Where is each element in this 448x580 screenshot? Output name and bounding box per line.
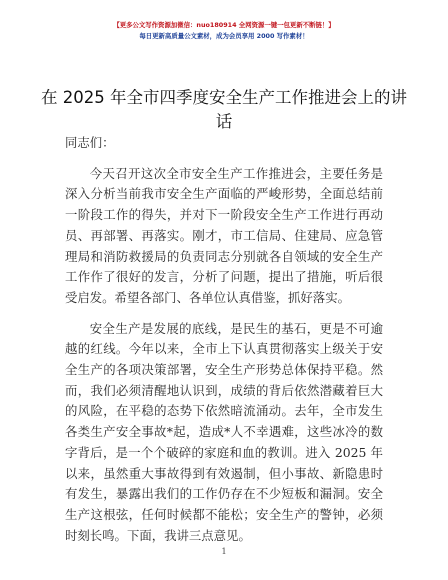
banner-line-promo: 【更多公文写作资源加微信：nuo180914 全网资源一键一包更新不断链！】	[113, 21, 335, 29]
banner-line-membership: 每日更新高质量公文素材，成为会员享用 2000 写作素材！	[139, 32, 309, 40]
document-title: 在 2025 年全市四季度安全生产工作推进会上的讲话	[41, 88, 407, 131]
header-banner	[0, 20, 448, 42]
paragraph-2: 安全生产是发展的底线，是民生的基石，更是不可逾越的红线。今年以来，全市上下认真贯彻落实上级关于安全生产的各项决策部署，安全生产形势总体保持平稳。然而，我们必须清醒地认识到，成绩的背后依然潜藏着巨大的风险，在平稳的态势下依然暗流涌动。去年，全市发生各类生产安全事故*起，造成*人不幸遇难，这些冰冷的数字背后，是一个个破碎的家庭和血的教训。进入 2025 年以来，虽然重大事故得到有效遏制，但小事故、新隐患时有发生，暴露出我们的工作仍存在不少短板和漏洞。安全生产这根弦，任何时候都不能松；安全生产的警钟，必须时刻长鸣。下面，我讲三点意见。	[65, 320, 383, 543]
salutation: 同志们：	[65, 135, 115, 150]
document-body	[65, 133, 383, 556]
page-number: 1	[221, 547, 227, 556]
paragraph-1: 今天召开这次全市安全生产工作推进会，主要任务是深入分析当前我市安全生产面临的严峻形势，全面总结前一阶段工作的得失，并对下一阶段安全生产工作进行再动员、再部署、再落实。刚才，市工信局、住建局、应急管理局和消防救援局的负责同志分别就各自领域的安全生产工作作了很好的发言，分析了问题，提出了措施，听后很受启发。希望各部门、各单位认真借鉴，抓好落实。	[65, 165, 383, 305]
